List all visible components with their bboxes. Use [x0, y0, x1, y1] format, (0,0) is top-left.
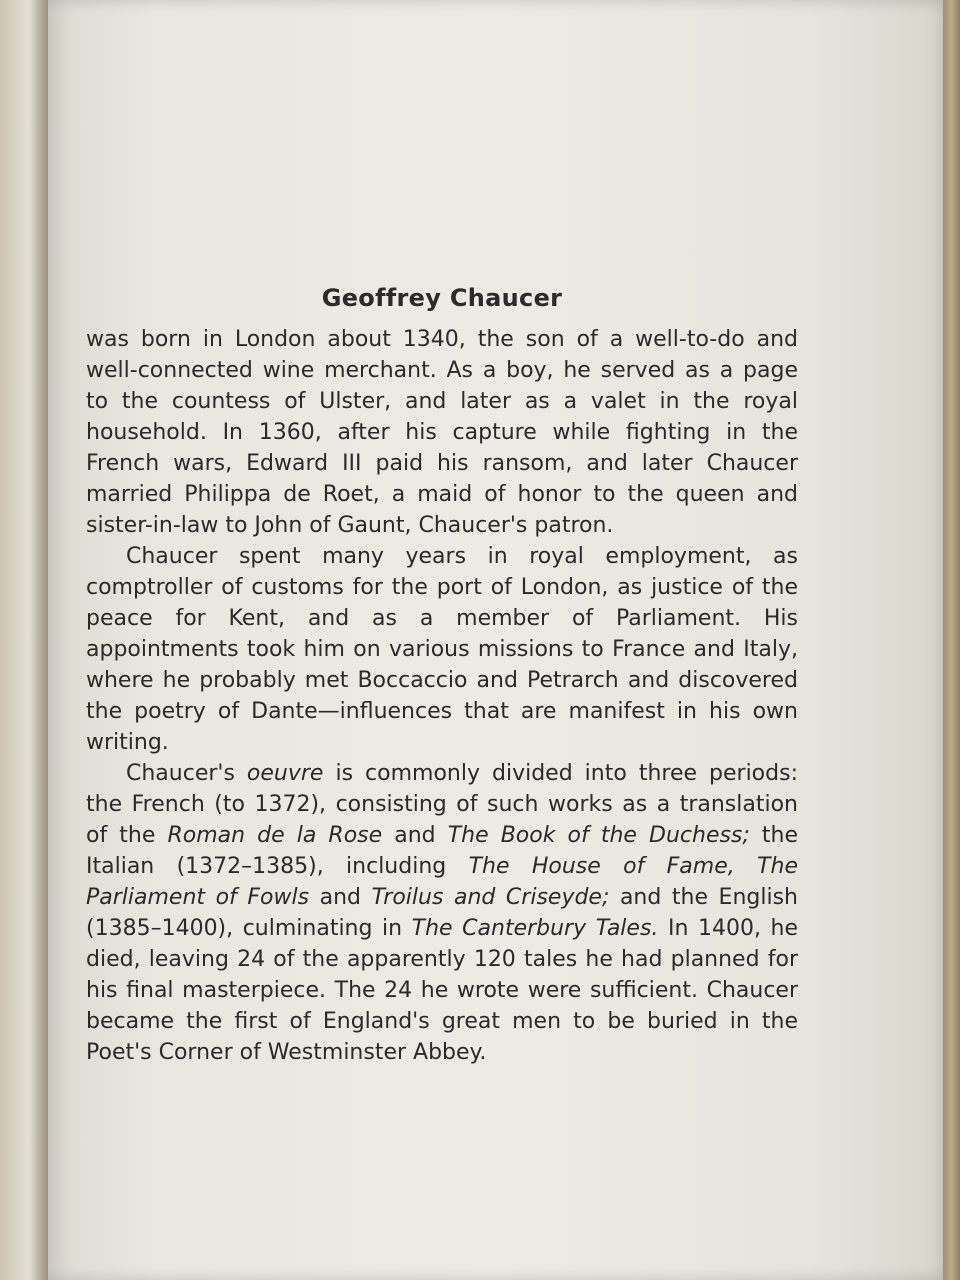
body-text: the Italian (1372–1385), including — [86, 823, 798, 879]
body-text: Chaucer spent many years in royal employment, as comptroller of customs for the port of London, as justice of the peace for Kent, and as a member of Parliament. His appointments took him on various missions to France and Italy, where he probably met Boccaccio and Petrarch and discovered the poetry of Dante—influences that are manifest in his own writing. — [86, 544, 798, 755]
paragraph-3 — [86, 758, 798, 1068]
italic-title-text: oeuvre — [246, 761, 324, 786]
body-text: was born in London about 1340, the son of a well-to-do and well-connected wine merchant. As a boy, he served as a page to the countess of Ulster, and later as a valet in the royal household. In 1360, after his capture while fighting in the French wars, Edward III paid his ransom, and later Chaucer married Philippa de Roet, a maid of honor to the queen and sister-in-law to John of Gaunt, Chaucer's patron. — [86, 327, 798, 538]
body-text: In 1400, he died, leaving 24 of the apparently 120 tales he had planned for his final masterpiece. The 24 he wrote were sufficient. Chaucer became the first of England's great men to be buried in the Poet's Corner of Westminster Abbey. — [86, 916, 798, 1065]
italic-title-text: Troilus and Criseyde; — [371, 885, 610, 910]
paragraph-2 — [86, 541, 798, 758]
paragraph-1 — [86, 324, 798, 541]
page-edge-right — [943, 0, 960, 1280]
body-text: and — [382, 823, 448, 848]
italic-title-text: The Canterbury Tales. — [411, 916, 659, 941]
biography-section — [86, 284, 798, 1068]
italic-title-text: The Book of the Duchess; — [447, 823, 750, 848]
italic-title-text: Roman de la Rose — [167, 823, 383, 848]
italic-title-text: The House of Fame, The Parliament of Fowls — [86, 854, 798, 910]
body-text: and the English (1385–1400), culminating in — [86, 885, 798, 941]
adjacent-page-edge — [0, 0, 48, 1280]
author-heading: Geoffrey Chaucer — [321, 284, 563, 312]
body-text: is commonly divided into three periods: the French (to 1372), consisting of such works as a translation of the — [86, 761, 798, 848]
body-text: Chaucer's — [126, 761, 247, 786]
body-text: and — [309, 885, 372, 910]
